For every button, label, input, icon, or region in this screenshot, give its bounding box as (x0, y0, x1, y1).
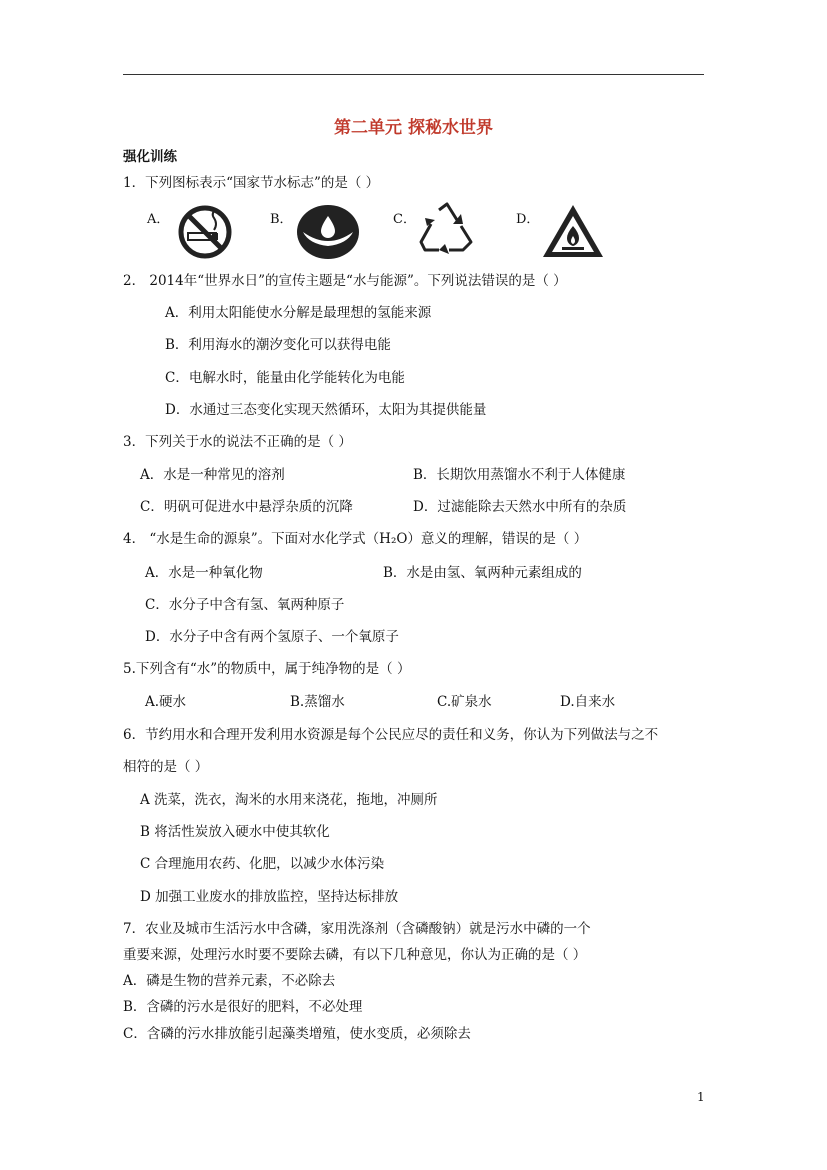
question-5-stem: 5.下列含有“水”的物质中，属于纯净物的是（ ） (123, 661, 411, 677)
q2-option-d: D．水通过三态变化实现天然循环，太阳为其提供能量 (165, 402, 487, 418)
question-6-stem-line-2: 相符的是（ ） (123, 759, 209, 775)
q1-option-a-label: A． (147, 212, 170, 227)
q2-option-a: A．利用太阳能使水分解是最理想的氢能来源 (165, 305, 432, 321)
q7-option-c: C．含磷的污水排放能引起藻类增殖，使水变质，必须除去 (123, 1026, 471, 1042)
q3-option-d: D．过滤能除去天然水中所有的杂质 (413, 499, 627, 515)
q1-option-c-label: C． (393, 212, 416, 227)
question-3-stem: 3．下列关于水的说法不正确的是（ ） (123, 434, 352, 450)
q6-option-c: C 合理施用农药、化肥，以减少水体污染 (140, 856, 385, 872)
q4-option-c: C．水分子中含有氢、氧两种原子 (145, 597, 345, 613)
q5-option-d: D.自来水 (560, 694, 616, 710)
q3-option-a: A．水是一种常见的溶剂 (140, 467, 285, 483)
q1-option-b-label: B． (270, 212, 293, 227)
question-7-stem-line-1: 7．农业及城市生活污水中含磷，家用洗涤剂（含磷酸钠）就是污水中磷的一个 (123, 921, 591, 937)
q6-option-a: A 洗菜，洗衣，淘米的水用来浇花，拖地，冲厕所 (140, 792, 438, 808)
q1-option-d-label: D． (516, 212, 540, 227)
question-2-stem: 2． 2014年“世界水日”的宣传主题是“水与能源”。下列说法错误的是（ ） (123, 273, 567, 289)
q4-option-b: B．水是由氢、氧两种元素组成的 (383, 565, 582, 581)
header-rule (123, 74, 704, 75)
q6-option-b: B 将活性炭放入硬水中使其软化 (140, 824, 330, 840)
flammable-warning-icon (540, 202, 606, 264)
q3-option-c: C．明矾可促进水中悬浮杂质的沉降 (140, 499, 353, 515)
q6-option-d: D 加强工业废水的排放监控，坚持达标排放 (140, 889, 399, 905)
q5-option-a: A.硬水 (145, 694, 187, 710)
q4-option-d: D．水分子中含有两个氢原子、一个氧原子 (145, 629, 399, 645)
page-title: 第二单元 探秘水世界 (334, 118, 493, 138)
q2-option-c: C．电解水时，能量由化学能转化为电能 (165, 370, 405, 386)
question-1-stem: 1．下列图标表示“国家节水标志”的是（ ） (123, 175, 380, 191)
q7-option-a: A．磷是生物的营养元素，不必除去 (123, 973, 336, 989)
question-6-stem-line-1: 6．节约用水和合理开发利用水资源是每个公民应尽的责任和义务，你认为下列做法与之不 (123, 727, 659, 743)
q2-option-b: B．利用海水的潮汐变化可以获得电能 (165, 337, 391, 353)
question-7-stem-line-2: 重要来源，处理污水时要不要除去磷，有以下几种意见，你认为正确的是（ ） (123, 947, 587, 963)
water-saving-icon (295, 202, 361, 266)
q4-option-a: A．水是一种氧化物 (145, 565, 263, 581)
page-number: 1 (697, 1090, 705, 1104)
q5-option-b: B.蒸馏水 (290, 694, 345, 710)
question-4-stem: 4． “水是生命的源泉”。下面对水化学式（H₂O）意义的理解，错误的是（ ） (123, 531, 588, 547)
q5-option-c: C.矿泉水 (437, 694, 492, 710)
q3-option-b: B．长期饮用蒸馏水不利于人体健康 (413, 467, 626, 483)
recycle-icon (417, 200, 479, 266)
no-smoking-icon (174, 203, 236, 265)
section-heading: 强化训练 (123, 149, 177, 165)
q7-option-b: B．含磷的污水是很好的肥料，不必处理 (123, 999, 363, 1015)
